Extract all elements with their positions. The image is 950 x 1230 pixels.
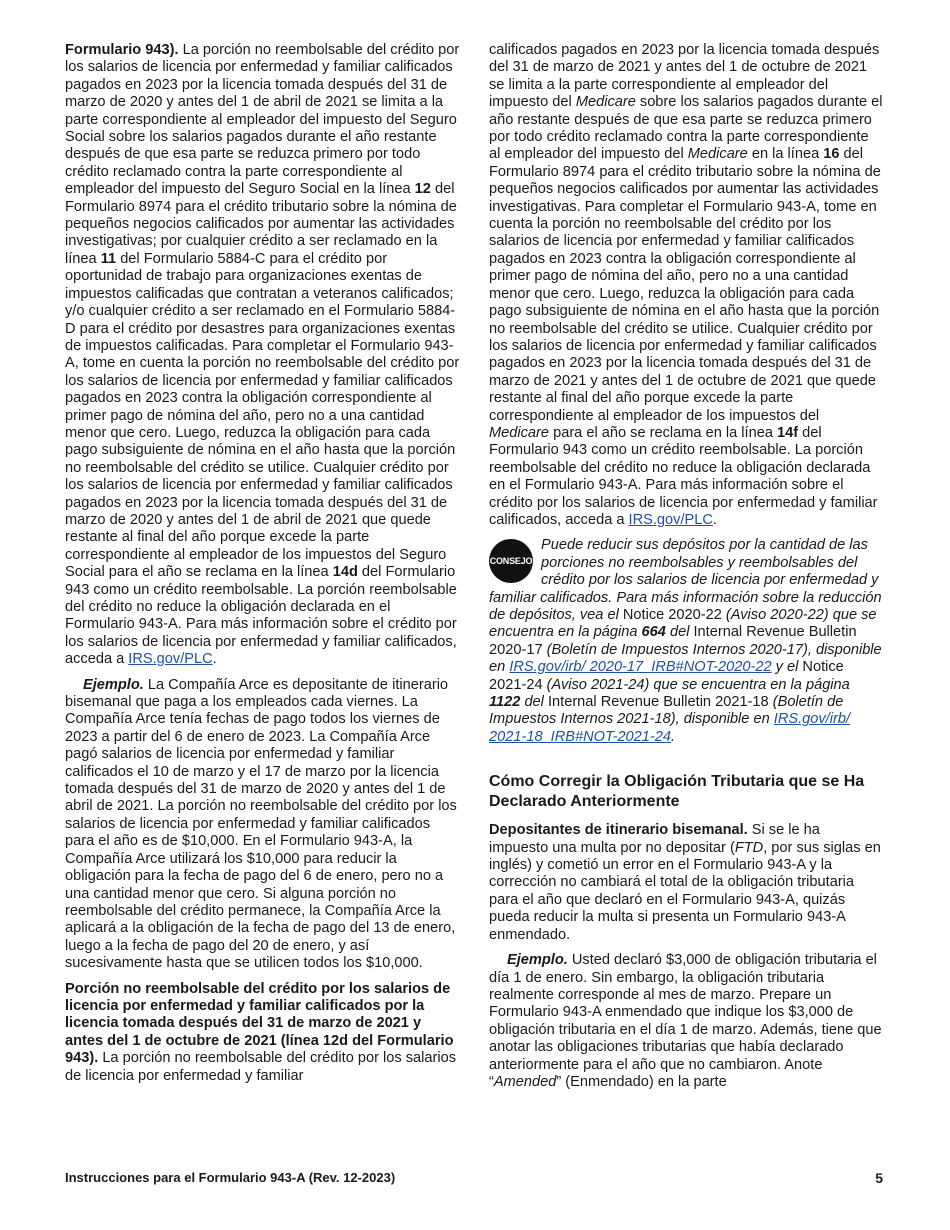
example-paragraph-arce: Ejemplo. La Compañía Arce es depositante de itinerario bisemanal que paga a los empleados cada viernes. La Compañía Arce tenía fechas de pago todos los viernes de 2023 a partir del 6 de enero de 2023. La Compañía Arce pagó salarios de licencia por enfermedad y familiar calificados el 10 de marzo y el 17 de marzo por la licencia tomada después del 31 de marzo de 2020 y antes del 1 de abril de 2021. La porción no reembolsable del crédito por los salarios de licencia por enfermedad y familiar calificados para el año es de $10,000. En el Formulario 943-A, la Compañía Arce utilizará los $10,000 para reducir la obligación para la fecha de pago del 6 de enero, pero no a una cantidad menor que cero. Si alguna porción no reembolsable del crédito permanece, la Compañía Arce la aplicará a la obligación de la fecha de pago del 13 de enero, luego a la fecha de pago del 20 de enero, y así sucesivamente hasta que se utilicen todos los $10,000. <box>65 676 457 972</box>
paragraph-semiweekly-depositors: Depositantes de itinerario bisemanal. Si se le ha impuesto una multa por no depositar (FTD, por sus siglas en inglés) y cometió un error en el Formulario 943-A y la corrección no cambiará el total de la obligación tributaria para el año que declaró en el Formulario 943-A, quizás pueda reducir la multa si presenta un Formulario 943-A enmendado. <box>489 822 881 943</box>
paragraph-medicare-credit: calificados pagados en 2023 por la licencia tomada después del 31 de marzo de 2021 y antes del 1 de octubre de 2021 se limita a la parte correspondiente al empleador del impuesto del Medicare sobre los salarios pagados durante el año restante después de que esa parte se reduzca primero por todo crédito reclamado contra la parte correspondiente al empleador del impuesto del Medicare en la línea 16 del Formulario 8974 para el crédito tributario sobre la nómina de pequeños negocios calificados por aumentar las actividades investigativas. Para completar el Formulario 943-A, tome en cuenta la porción no reembolsable del crédito por los salarios de licencia por enfermedad y familiar calificados pagados en 2023 contra la obligación correspondiente al primer pago de nómina del año, pero no a una cantidad menor que cero. Luego, reduzca la obligación para cada pago subsiguiente de nómina en el año hasta que la porción no reembolsable del crédito se utilice. Cualquier crédito por los salarios de licencia por enfermedad y familiar calificados pagados en 2023 por la licencia tomada después del 31 de marzo de 2021 y antes del 1 de octubre de 2021 que quede restante al final del año porque excede la parte correspondiente al empleador de los impuestos del Medicare para el año se reclama en la línea 14f del Formulario 943 como un crédito reembolsable. La porción reembolsable del crédito no reduce la obligación declarada en el Formulario 943-A. Para más información sobre el crédito por los salarios de licencia por enfermedad y familiar calificados, acceda a IRS.gov/PLC. <box>489 42 883 528</box>
irb-2020-17-link[interactable]: IRS.gov/irb/ 2020-17_IRB#NOT-2020-22 <box>509 659 772 676</box>
irb-2021-18-link[interactable]: IRS.gov/irb/ 2021-18_IRB#NOT-2021-24 <box>489 711 851 745</box>
consejo-tip-icon: CONSEJO <box>489 539 533 583</box>
irs-plc-link[interactable]: IRS.gov/PLC <box>128 651 213 668</box>
left-column <box>65 42 461 1093</box>
footer-title: Instrucciones para el Formulario 943-A (Rev. 12-2023) <box>65 1170 396 1185</box>
paragraph-nonrefundable-credit-2021: Porción no reembolsable del crédito por los salarios de licencia por enfermedad y familiar calificados por la licencia tomada después del 31 de marzo de 2021 y antes del 1 de octubre de 2021 (línea 12d del Formulario 943). La porción no reembolsable del crédito por los salarios de licencia por enfermedad y familiar <box>65 980 457 1084</box>
irs-plc-link-2[interactable]: IRS.gov/PLC <box>628 511 713 528</box>
right-column <box>489 42 883 1099</box>
paragraph-nonrefundable-credit-2020: Formulario 943). La porción no reembolsable del crédito por los salarios de licencia por enfermedad y familiar calificados pagados en 2023 por la licencia tomada después del 31 de marzo de 2020 y antes del 1 de abril de 2021 se limita a la parte correspondiente al empleador del impuesto del Seguro Social sobre los salarios pagados durante el año restante después de que esa parte se reduzca primero por todo crédito reclamado contra la parte correspondiente al empleador del impuesto del Seguro Social en la línea 12 del Formulario 8974 para el crédito tributario sobre la nómina de pequeños negocios calificados por aumentar las actividades investigativas; por cualquier crédito a ser reclamado en la línea 11 del Formulario 5884-C para el crédito por oportunidad de trabajo para organizaciones exentas de impuestos calificadas que contratan a veteranos calificados; y/o cualquier crédito a ser reclamado en el Formulario 5884-D para el crédito por desastres para organizaciones exentas de impuestos calificadas. Para completar el Formulario 943-A, tome en cuenta la porción no reembolsable del crédito por los salarios de licencia por enfermedad y familiar calificados pagados en 2023 contra la obligación correspondiente al primer pago de nómina del año, pero no a una cantidad menor que cero. Luego, reduzca la obligación para cada pago subsiguiente de nómina en el año hasta que la porción no reembolsable del crédito se utilice. Cualquier crédito por los salarios de licencia por enfermedad y familiar calificados pagados en 2023 por la licencia tomada después del 31 de marzo de 2020 y antes del 1 de abril de 2021 que quede restante al final del año porque excede la parte correspondiente al empleador de los impuestos del Seguro Social para el año se reclama en la línea 14d del Formulario 943 como un crédito reembolsable. La porción reembolsable del crédito no reduce la obligación declarada en el Formulario 943-A. Para más información sobre el crédito por los salarios de licencia por enfermedad y familiar calificados, acceda a IRS.gov/PLC. <box>65 42 460 668</box>
example-paragraph-amended: Ejemplo. Usted declaró $3,000 de obligación tributaria el día 1 de enero. Sin embargo, la obligación tributaria realmente corresponde al mes de marzo. Prepare un Formulario 943-A enmendado que indique los $3,000 de obligación tributaria en el día 1 de marzo. Además, tiene que anotar las obligaciones tributarias que había declarado anteriormente para el año que no cambiaron. Anote “Amended” (Enmendado) en la parte <box>489 952 882 1090</box>
tip-box: CONSEJO Puede reducir sus depósitos por la cantidad de las porciones no reembolsables y reembolsables del crédito por los salarios de licencia por enfermedad y familiar calificados. Para más información sobre la reducción de depósitos, vea el Notice 2020-22 (Aviso 2020-22) que se encuentra en la página 664 del Internal Revenue Bulletin 2020-17 (Boletín de Impuestos Internos 2020-17), disponible en IRS.gov/irb/ 2020-17_IRB#NOT-2020-22 y el Notice 2021-24 (Aviso 2021-24) que se encuentra en la página 1122 del Internal Revenue Bulletin 2021-18 (Boletín de Impuestos Internos 2021-18), disponible en IRS.gov/irb/ 2021-18_IRB#NOT-2021-24. <box>489 537 882 745</box>
section-heading-correct-liability: Cómo Corregir la Obligación Tributaria que se Ha Declarado Anteriormente <box>489 773 865 811</box>
page-number: 5 <box>875 1170 883 1186</box>
